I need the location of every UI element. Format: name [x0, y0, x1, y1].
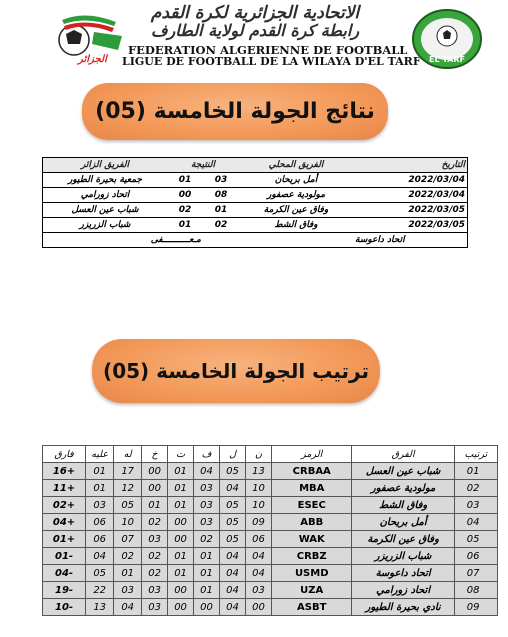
played: 05 — [220, 497, 246, 514]
header-home: الفريق المحلي — [239, 158, 353, 173]
won: 02 — [194, 531, 220, 548]
team-code: ASBT — [272, 599, 352, 616]
points: 06 — [246, 531, 272, 548]
rank: 05 — [454, 531, 497, 548]
header-points: ن — [246, 446, 272, 463]
results-table — [42, 157, 468, 248]
standings-row — [43, 599, 498, 616]
goals-for: 01 — [114, 565, 142, 582]
lost: 00 — [142, 480, 168, 497]
team-code: USMD — [272, 565, 352, 582]
goals-against: 01 — [86, 480, 114, 497]
won: 04 — [194, 463, 220, 480]
diff: 16+ — [43, 463, 86, 480]
played: 05 — [220, 463, 246, 480]
team-code: WAK — [272, 531, 352, 548]
team-name: اتحاد داعوسة — [352, 565, 454, 582]
header-ga: عليه — [86, 446, 114, 463]
rank: 03 — [454, 497, 497, 514]
points: 10 — [246, 480, 272, 497]
played: 05 — [220, 531, 246, 548]
standings-row — [43, 463, 498, 480]
team-code: ESEC — [272, 497, 352, 514]
rank: 06 — [454, 548, 497, 565]
goals-against: 22 — [86, 582, 114, 599]
points: 00 — [246, 599, 272, 616]
played: 04 — [220, 565, 246, 582]
away-team: شباب عين العسل — [43, 203, 168, 218]
lost: 03 — [142, 599, 168, 616]
won: 00 — [194, 599, 220, 616]
lost: 02 — [142, 548, 168, 565]
home-team: وفاق عين الكرمة — [239, 203, 353, 218]
goals-for: 07 — [114, 531, 142, 548]
home-score: 01 — [203, 203, 239, 218]
standings-row — [43, 497, 498, 514]
team-code: ABB — [272, 514, 352, 531]
standings-row — [43, 565, 498, 582]
diff: 04- — [43, 565, 86, 582]
goals-for: 02 — [114, 548, 142, 565]
goals-for: 03 — [114, 582, 142, 599]
match-date: 2022/03/05 — [353, 203, 468, 218]
header-gf: له — [114, 446, 142, 463]
goals-against: 01 — [86, 463, 114, 480]
standings-row — [43, 582, 498, 599]
standings-banner: ترتيب الجولة الخامسة (05) — [92, 339, 380, 403]
goals-against: 05 — [86, 565, 114, 582]
drawn: 01 — [168, 565, 194, 582]
league-title-fr: LIGUE DE FOOTBALL DE LA WILAYA D'EL TARF — [122, 55, 421, 68]
header-drawn: ت — [168, 446, 194, 463]
exempt-label: مـعــــــــــفى — [150, 235, 201, 245]
header-diff: فارق — [43, 446, 86, 463]
league-logo-text: EL TARF — [429, 55, 465, 64]
exempt-row — [43, 233, 468, 248]
drawn: 00 — [168, 582, 194, 599]
result-row — [43, 188, 468, 203]
away-score: 00 — [167, 188, 203, 203]
away-team: اتحاد زورامي — [43, 188, 168, 203]
goals-for: 04 — [114, 599, 142, 616]
home-team: مولودية عصفور — [239, 188, 353, 203]
result-row — [43, 218, 468, 233]
team-code: CRBZ — [272, 548, 352, 565]
team-code: CRBAA — [272, 463, 352, 480]
away-score: 01 — [167, 218, 203, 233]
played: 04 — [220, 599, 246, 616]
played: 04 — [220, 582, 246, 599]
won: 03 — [194, 514, 220, 531]
played: 05 — [220, 514, 246, 531]
standings-header-row — [43, 446, 498, 463]
league-logo — [410, 8, 484, 70]
points: 13 — [246, 463, 272, 480]
drawn: 00 — [168, 531, 194, 548]
away-score: 01 — [167, 173, 203, 188]
away-score: 02 — [167, 203, 203, 218]
header-away: الفريق الزائر — [43, 158, 168, 173]
lost: 03 — [142, 582, 168, 599]
diff: 01+ — [43, 531, 86, 548]
home-team: وفاق الشط — [239, 218, 353, 233]
goals-against: 04 — [86, 548, 114, 565]
header-score: النتيجة — [167, 158, 239, 173]
result-row — [43, 173, 468, 188]
rank: 04 — [454, 514, 497, 531]
algerie-label: الجزائر — [78, 54, 107, 65]
team-code: MBA — [272, 480, 352, 497]
rank: 09 — [454, 599, 497, 616]
won: 01 — [194, 548, 220, 565]
result-row — [43, 203, 468, 218]
team-name: اتحاد زورامي — [352, 582, 454, 599]
won: 03 — [194, 480, 220, 497]
home-score: 08 — [203, 188, 239, 203]
team-name: وفاق الشط — [352, 497, 454, 514]
team-name: وفاق عين الكرمة — [352, 531, 454, 548]
won: 01 — [194, 582, 220, 599]
header-played: ل — [220, 446, 246, 463]
points: 04 — [246, 548, 272, 565]
federation-title-fr: FEDERATION ALGERIENNE DE FOOTBALL — [128, 43, 408, 57]
diff: 11+ — [43, 480, 86, 497]
diff: 19- — [43, 582, 86, 599]
drawn: 01 — [168, 480, 194, 497]
rank: 07 — [454, 565, 497, 582]
goals-against: 06 — [86, 514, 114, 531]
drawn: 01 — [168, 548, 194, 565]
won: 01 — [194, 565, 220, 582]
header-won: ف — [194, 446, 220, 463]
lost: 02 — [142, 565, 168, 582]
standings-row — [43, 548, 498, 565]
home-team: أمل بريحان — [239, 173, 353, 188]
goals-against: 13 — [86, 599, 114, 616]
team-code: UZA — [272, 582, 352, 599]
header-team: الفرق — [352, 446, 454, 463]
header-date: التاريخ — [353, 158, 468, 173]
played: 04 — [220, 548, 246, 565]
points: 10 — [246, 497, 272, 514]
diff: 04+ — [43, 514, 86, 531]
drawn: 00 — [168, 514, 194, 531]
standings-row — [43, 480, 498, 497]
rank: 02 — [454, 480, 497, 497]
match-date: 2022/03/05 — [353, 218, 468, 233]
lost: 00 — [142, 463, 168, 480]
drawn: 01 — [168, 497, 194, 514]
match-date: 2022/03/04 — [353, 188, 468, 203]
goals-for: 12 — [114, 480, 142, 497]
goals-against: 06 — [86, 531, 114, 548]
home-score: 03 — [203, 173, 239, 188]
team-name: مولودية عصفور — [352, 480, 454, 497]
home-score: 02 — [203, 218, 239, 233]
drawn: 00 — [168, 599, 194, 616]
team-name: شباب عين العسل — [352, 463, 454, 480]
team-name: نادي بحيرة الطيور — [352, 599, 454, 616]
diff: 10- — [43, 599, 86, 616]
lost: 02 — [142, 514, 168, 531]
points: 04 — [246, 565, 272, 582]
diff: 02+ — [43, 497, 86, 514]
away-team: جمعية بحيرة الطيور — [43, 173, 168, 188]
header-lost: خ — [142, 446, 168, 463]
team-name: شباب الزريزر — [352, 548, 454, 565]
results-banner: نتائج الجولة الخامسة (05) — [82, 83, 388, 140]
league-title-ar: رابطة كرة القدم لولاية الطارف — [150, 21, 360, 40]
header-rank: ترتيب — [454, 446, 497, 463]
team-name: أمل بريحان — [352, 514, 454, 531]
match-date: 2022/03/04 — [353, 173, 468, 188]
drawn: 01 — [168, 463, 194, 480]
lost: 03 — [142, 531, 168, 548]
lost: 01 — [142, 497, 168, 514]
away-team: شباب الزريزر — [43, 218, 168, 233]
played: 04 — [220, 480, 246, 497]
exempt-team: اتحاد داعوسة — [355, 235, 405, 245]
standings-row — [43, 514, 498, 531]
rank: 08 — [454, 582, 497, 599]
rank: 01 — [454, 463, 497, 480]
points: 09 — [246, 514, 272, 531]
goals-for: 05 — [114, 497, 142, 514]
won: 03 — [194, 497, 220, 514]
points: 03 — [246, 582, 272, 599]
standings-row — [43, 531, 498, 548]
results-header-row — [43, 158, 468, 173]
diff: 01- — [43, 548, 86, 565]
federation-title-ar: الاتحادية الجزائرية لكرة القدم — [150, 3, 360, 23]
goals-for: 10 — [114, 514, 142, 531]
goals-for: 17 — [114, 463, 142, 480]
header-code: الرمز — [272, 446, 352, 463]
goals-against: 03 — [86, 497, 114, 514]
standings-table — [42, 445, 498, 616]
